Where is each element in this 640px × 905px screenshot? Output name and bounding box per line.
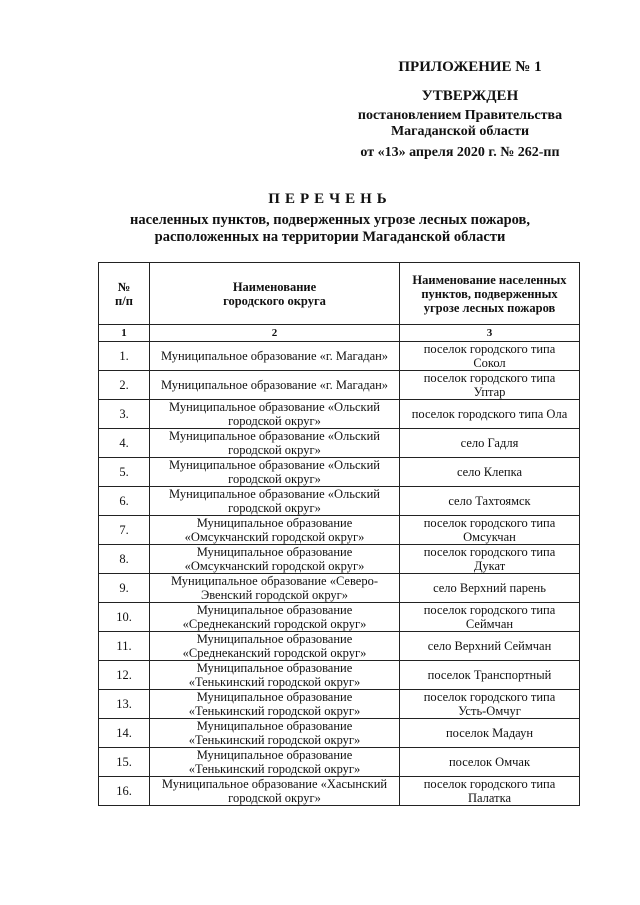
settlements-table xyxy=(98,262,580,806)
row-number: 8. xyxy=(99,545,150,574)
district-cell-line: Муниципальное образование xyxy=(196,603,353,617)
district-cell-line: городской округ» xyxy=(228,501,321,515)
settlement-cell-line: Сокол xyxy=(473,356,506,370)
district-cell-line: Муниципальное образование «Ольский xyxy=(169,458,380,472)
settlement-cell-line: поселок городского типа xyxy=(423,545,556,559)
column-number: 1 xyxy=(99,325,150,342)
table-header-row xyxy=(99,263,580,325)
header-text: № xyxy=(117,279,131,294)
district-cell-line: Муниципальное образование xyxy=(196,545,353,559)
row-number: 6. xyxy=(99,487,150,516)
settlement-cell-line: поселок городского типа xyxy=(423,342,556,356)
district-cell-line: Эвенский городской округ» xyxy=(200,588,349,602)
column-number: 3 xyxy=(400,325,580,342)
table-row xyxy=(99,516,580,545)
district-cell xyxy=(150,748,400,777)
district-cell-line: городской округ» xyxy=(228,443,321,457)
district-cell-line: «Среднеканский городской округ» xyxy=(182,617,367,631)
district-cell xyxy=(150,429,400,458)
row-number: 3. xyxy=(99,400,150,429)
document-subtitle-line-2: расположенных на территории Магаданской области xyxy=(154,229,506,245)
settlement-cell xyxy=(400,400,580,429)
settlement-cell-line: поселок Транспортный xyxy=(427,668,552,682)
settlement-cell xyxy=(400,719,580,748)
settlement-cell-line: Омсукчан xyxy=(463,530,516,544)
district-cell xyxy=(150,690,400,719)
row-number: 4. xyxy=(99,429,150,458)
header-cell-settlement xyxy=(400,263,580,325)
settlements-table-body xyxy=(99,263,580,806)
district-cell xyxy=(150,632,400,661)
district-cell-line: Муниципальное образование xyxy=(196,748,353,762)
settlement-cell xyxy=(400,574,580,603)
table-row xyxy=(99,719,580,748)
header-text: Наименование xyxy=(232,279,317,294)
settlement-cell xyxy=(400,371,580,400)
approved-label: УТВЕРЖДЕН xyxy=(421,88,519,104)
row-number: 15. xyxy=(99,748,150,777)
district-cell-line: Муниципальное образование «Ольский xyxy=(169,429,380,443)
settlement-cell-line: поселок городского типа xyxy=(423,516,556,530)
table-row xyxy=(99,574,580,603)
district-cell xyxy=(150,719,400,748)
settlement-cell xyxy=(400,748,580,777)
row-number: 5. xyxy=(99,458,150,487)
district-cell xyxy=(150,371,400,400)
decree-line-1: постановлением Правительства xyxy=(357,108,563,123)
settlement-cell-line: поселок городского типа xyxy=(423,371,556,385)
settlement-cell-line: Дукат xyxy=(473,559,506,573)
district-cell-line: Муниципальное образование xyxy=(196,516,353,530)
row-number: 12. xyxy=(99,661,150,690)
settlement-cell-line: село Тахтоямск xyxy=(448,494,531,508)
settlement-cell xyxy=(400,487,580,516)
settlement-cell-line: поселок Омчак xyxy=(448,755,531,769)
header-text: п/п xyxy=(115,293,133,308)
table-row xyxy=(99,429,580,458)
district-cell xyxy=(150,545,400,574)
row-number: 9. xyxy=(99,574,150,603)
row-number: 11. xyxy=(99,632,150,661)
district-cell-line: городской округ» xyxy=(228,414,321,428)
settlement-cell xyxy=(400,458,580,487)
header-cell-district xyxy=(150,263,400,325)
column-number-row xyxy=(99,325,580,342)
settlement-cell-line: село Гадля xyxy=(460,436,519,450)
document-title: ПЕРЕЧЕНЬ xyxy=(268,191,392,207)
settlement-cell-line: Уптар xyxy=(473,385,506,399)
row-number: 1. xyxy=(99,342,150,371)
row-number: 7. xyxy=(99,516,150,545)
table-row xyxy=(99,661,580,690)
row-number: 2. xyxy=(99,371,150,400)
settlement-cell xyxy=(400,777,580,806)
header-cell-number xyxy=(99,263,150,325)
district-cell-line: городской округ» xyxy=(228,472,321,486)
table-row xyxy=(99,458,580,487)
settlement-cell xyxy=(400,342,580,371)
table-row xyxy=(99,487,580,516)
table-row xyxy=(99,545,580,574)
header-text: городского округа xyxy=(223,293,326,308)
header-text: пунктов, подверженных xyxy=(421,286,558,301)
row-number: 10. xyxy=(99,603,150,632)
district-cell xyxy=(150,777,400,806)
table-row xyxy=(99,690,580,719)
table-row xyxy=(99,400,580,429)
settlement-cell-line: село Верхний Сеймчан xyxy=(427,639,552,653)
district-cell xyxy=(150,661,400,690)
decree-line-3: от «13» апреля 2020 г. № 262-пп xyxy=(360,145,560,160)
district-cell-line: Муниципальное образование xyxy=(196,632,353,646)
district-cell-line: «Тенькинский городской округ» xyxy=(188,704,361,718)
settlement-cell-line: село Верхний парень xyxy=(433,581,546,595)
table-row xyxy=(99,603,580,632)
header-text: угрозе лесных пожаров xyxy=(423,300,556,315)
district-cell-line: Муниципальное образование xyxy=(196,690,353,704)
district-cell-line: Муниципальное образование «г. Магадан» xyxy=(160,378,389,392)
header-text: Наименование населенных xyxy=(412,272,567,287)
settlement-cell xyxy=(400,516,580,545)
settlement-cell-line: поселок Мадаун xyxy=(445,726,534,740)
table-row xyxy=(99,777,580,806)
district-cell xyxy=(150,342,400,371)
settlement-cell xyxy=(400,661,580,690)
settlement-cell xyxy=(400,545,580,574)
settlement-cell-line: поселок городского типа xyxy=(423,777,556,791)
decree-line-2: Магаданской области xyxy=(390,124,530,139)
district-cell-line: «Тенькинский городской округ» xyxy=(188,675,361,689)
settlement-cell-line: Палатка xyxy=(467,791,512,805)
row-number: 14. xyxy=(99,719,150,748)
district-cell-line: Муниципальное образование «Хасынский xyxy=(161,777,388,791)
district-cell xyxy=(150,603,400,632)
column-number: 2 xyxy=(150,325,400,342)
settlement-cell-line: поселок городского типа xyxy=(423,690,556,704)
district-cell xyxy=(150,574,400,603)
row-number: 16. xyxy=(99,777,150,806)
settlement-cell-line: поселок городского типа Ола xyxy=(411,407,568,421)
settlement-cell-line: поселок городского типа xyxy=(423,603,556,617)
settlement-cell-line: Сеймчан xyxy=(465,617,514,631)
district-cell-line: «Тенькинский городской округ» xyxy=(188,762,361,776)
table-row xyxy=(99,371,580,400)
settlement-cell-line: село Клепка xyxy=(456,465,523,479)
settlement-cell xyxy=(400,429,580,458)
district-cell-line: Муниципальное образование «Ольский xyxy=(169,400,380,414)
table-row xyxy=(99,342,580,371)
district-cell xyxy=(150,458,400,487)
table-row xyxy=(99,632,580,661)
district-cell-line: «Среднеканский городской округ» xyxy=(182,646,367,660)
district-cell xyxy=(150,400,400,429)
settlement-cell xyxy=(400,690,580,719)
table-row xyxy=(99,748,580,777)
settlement-cell xyxy=(400,632,580,661)
appendix-label: ПРИЛОЖЕНИЕ № 1 xyxy=(398,59,542,75)
district-cell-line: Муниципальное образование «г. Магадан» xyxy=(160,349,389,363)
district-cell-line: «Омсукчанский городской округ» xyxy=(184,530,365,544)
district-cell-line: Муниципальное образование «Северо- xyxy=(170,574,379,588)
settlement-cell xyxy=(400,603,580,632)
district-cell-line: Муниципальное образование «Ольский xyxy=(169,487,380,501)
district-cell xyxy=(150,516,400,545)
district-cell xyxy=(150,487,400,516)
document-subtitle-line-1: населенных пунктов, подверженных угрозе лесных пожаров, xyxy=(129,212,531,228)
district-cell-line: городской округ» xyxy=(228,791,321,805)
district-cell-line: Муниципальное образование xyxy=(196,661,353,675)
row-number: 13. xyxy=(99,690,150,719)
settlement-cell-line: Усть-Омчуг xyxy=(458,704,521,718)
district-cell-line: Муниципальное образование xyxy=(196,719,353,733)
district-cell-line: «Тенькинский городской округ» xyxy=(188,733,361,747)
district-cell-line: «Омсукчанский городской округ» xyxy=(184,559,365,573)
